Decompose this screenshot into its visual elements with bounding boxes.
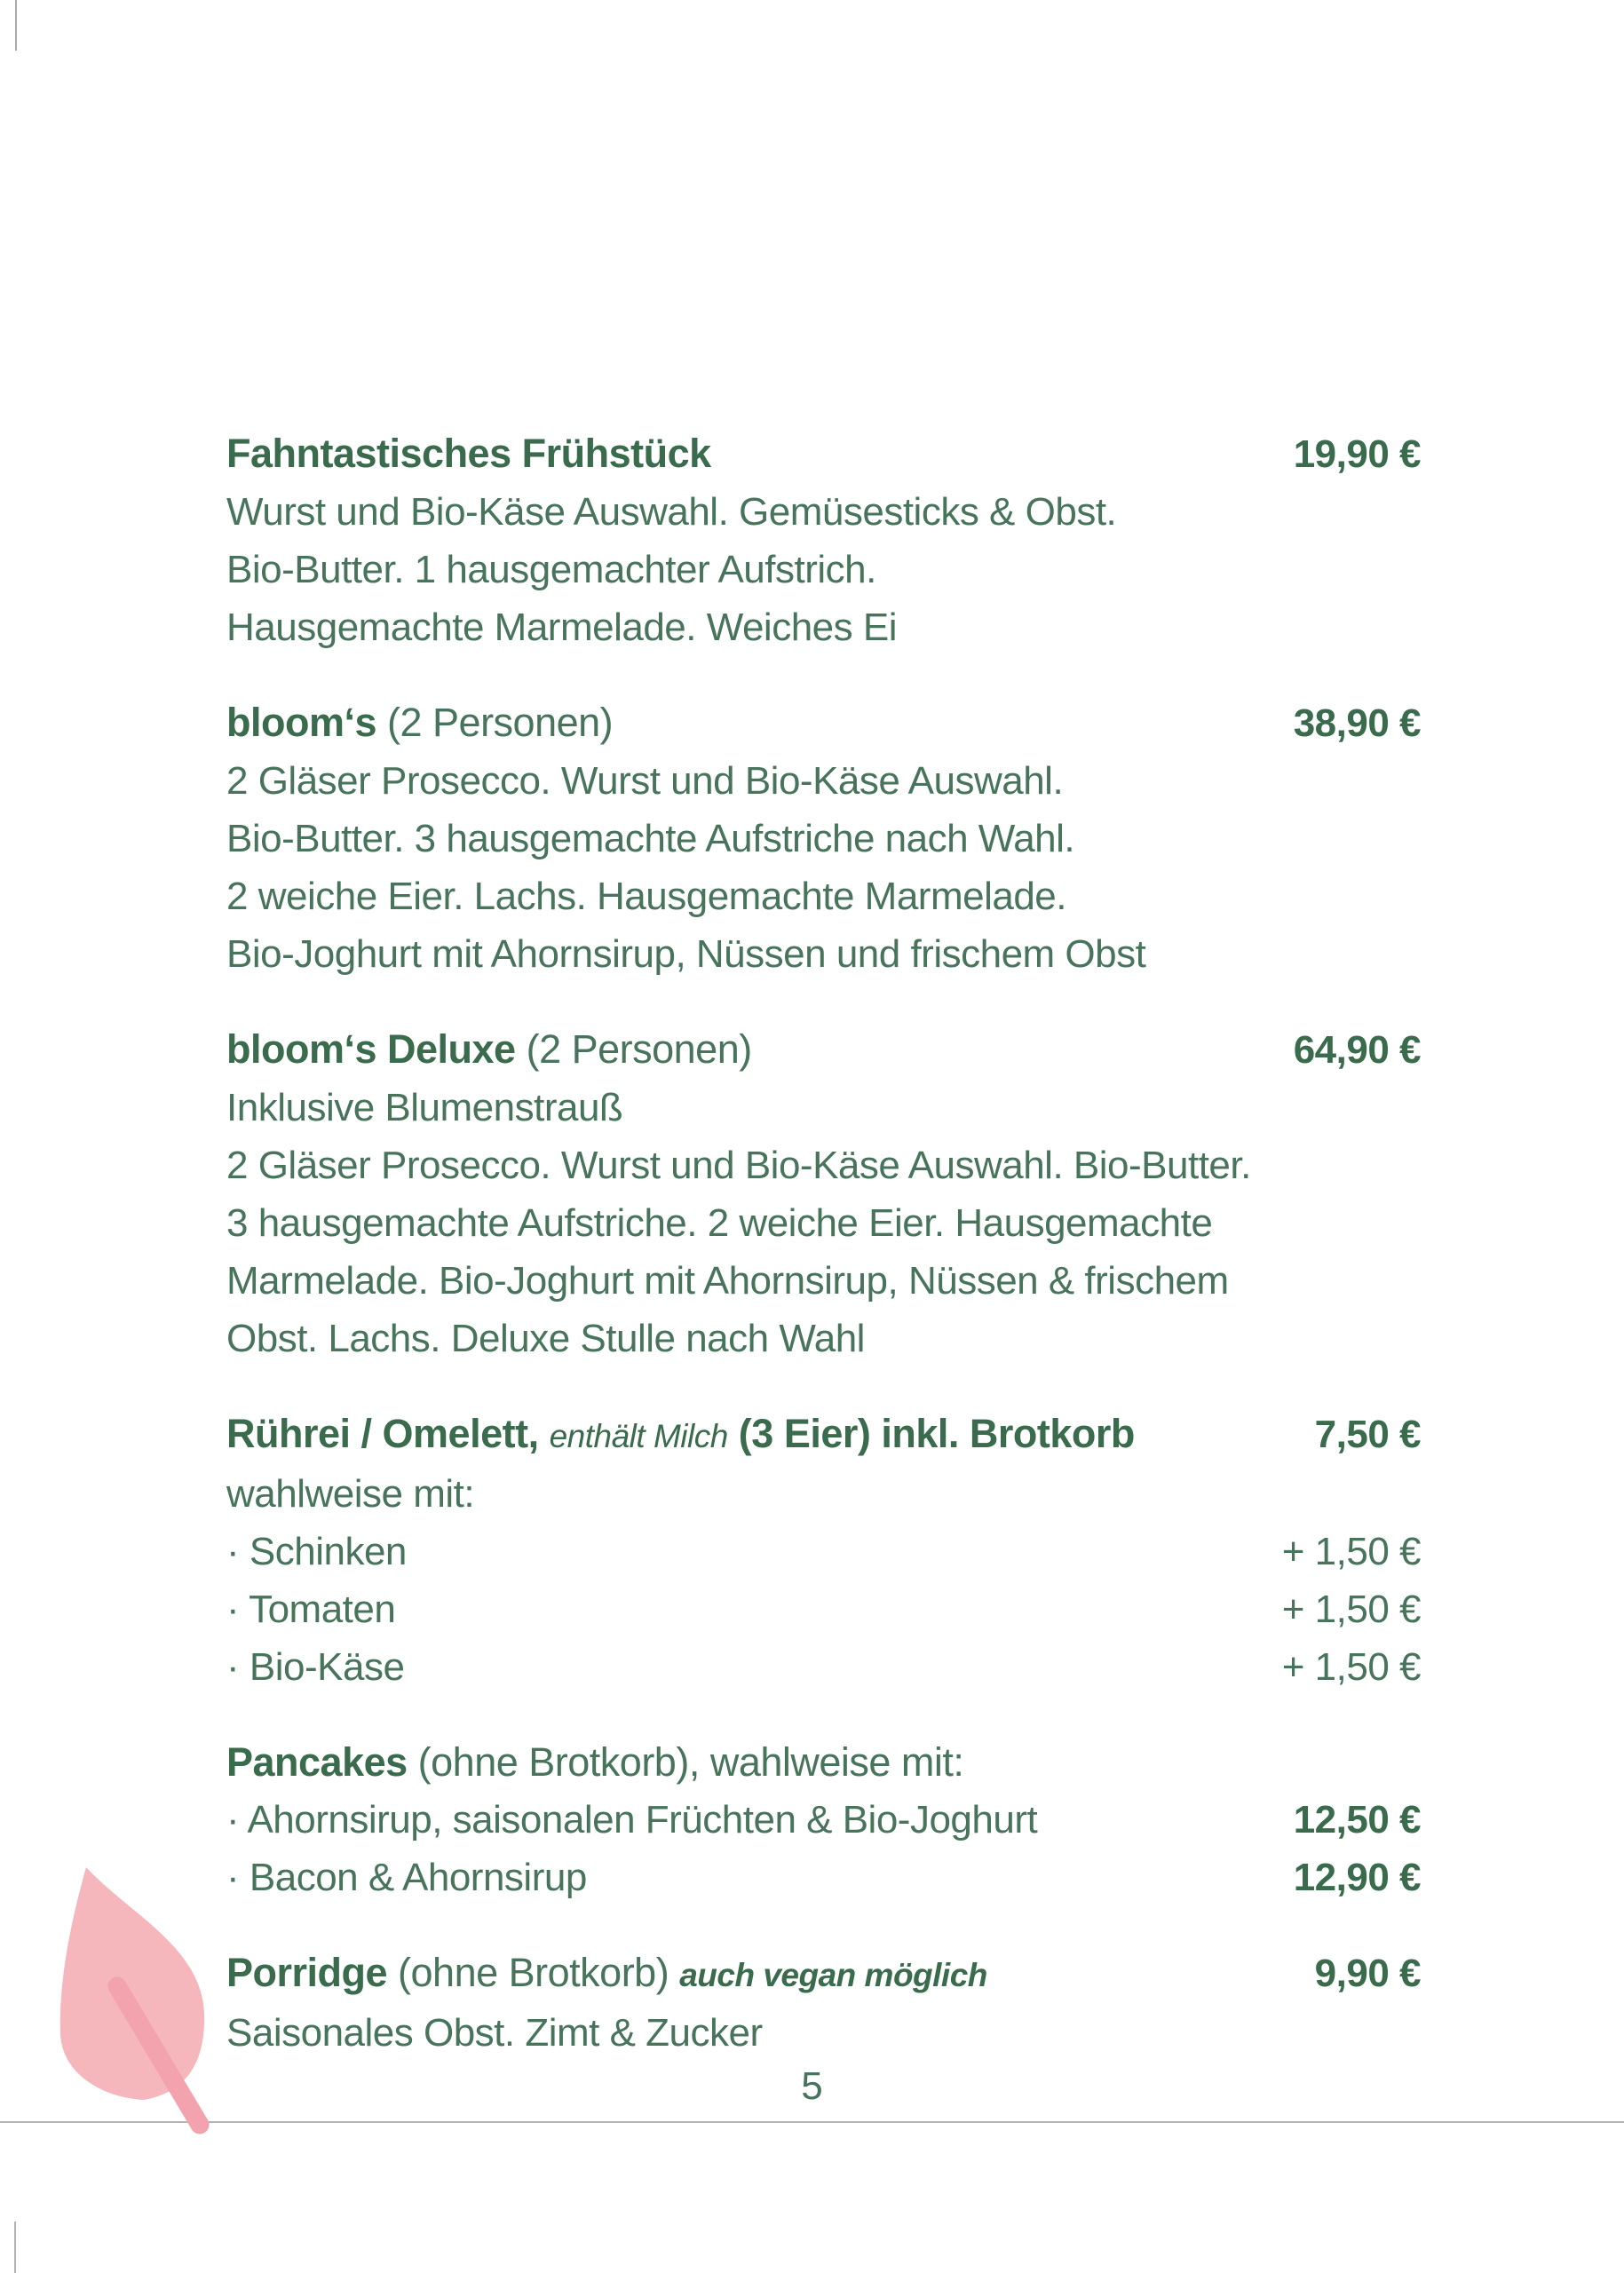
option-price: 12,90 € [1293, 1856, 1421, 1899]
item-description-line: Wurst und Bio-Käse Auswahl. Gemüsesticks & Obst. [226, 490, 1117, 534]
item-header-row [226, 1020, 1421, 1079]
item-title-segment: Rührei / Omelett, [226, 1411, 550, 1456]
menu-item [226, 1405, 1421, 1696]
item-title [226, 693, 613, 751]
crop-mark-top-left [15, 0, 17, 51]
leaf-body-shape [60, 1867, 204, 2100]
leaf-icon [36, 1851, 231, 2144]
item-header-row [226, 1405, 1421, 1465]
item-title-segment: (ohne Brotkorb) [387, 1950, 680, 1995]
item-header-row [226, 424, 1421, 483]
item-description-line: Bio-Butter. 3 hausgemachte Aufstriche nach Wahl. [226, 817, 1075, 860]
item-option [226, 1638, 1421, 1696]
footer-divider-line [0, 2121, 1624, 2123]
item-title-segment: (2 Personen) [515, 1026, 752, 1072]
item-description-line: Obst. Lachs. Deluxe Stulle nach Wahl [226, 1317, 865, 1360]
item-title [226, 1944, 987, 2004]
item-price: 19,90 € [1293, 432, 1421, 476]
crop-mark-bottom-left [14, 2222, 16, 2273]
item-description-line: 3 hausgemachte Aufstriche. 2 weiche Eier. Hausgemachte [226, 1201, 1213, 1245]
item-description-line: 2 Gläser Prosecco. Wurst und Bio-Käse Auswahl. Bio-Butter. [226, 1144, 1251, 1187]
item-option [226, 1791, 1421, 1849]
item-header-row [226, 1944, 1421, 2004]
option-label: · Bacon & Ahornsirup [226, 1856, 587, 1899]
item-option [226, 1523, 1421, 1580]
item-description-line: Hausgemachte Marmelade. Weiches Ei [226, 606, 897, 649]
option-price: 12,50 € [1293, 1798, 1421, 1841]
item-description-line: 2 Gläser Prosecco. Wurst und Bio-Käse Auswahl. [226, 759, 1064, 803]
menu-item [226, 1733, 1421, 1906]
option-label: · Ahornsirup, saisonalen Früchten & Bio-Joghurt [226, 1798, 1038, 1841]
item-title-segment: enthält Milch [549, 1418, 728, 1454]
item-title [226, 424, 711, 482]
item-header-row [226, 1733, 1421, 1791]
option-price: + 1,50 € [1281, 1588, 1421, 1631]
menu-item [226, 1944, 1421, 2062]
item-title-segment: Pancakes [226, 1739, 408, 1785]
menu-item [226, 1020, 1421, 1367]
menu-item [226, 424, 1421, 656]
item-title [226, 1405, 1135, 1465]
item-price: 64,90 € [1293, 1028, 1421, 1072]
item-title [226, 1020, 752, 1078]
item-option [226, 1580, 1421, 1638]
menu-list [226, 424, 1421, 2099]
item-title-segment: (3 Eier) inkl. Brotkorb [727, 1411, 1135, 1456]
menu-item [226, 693, 1421, 983]
item-title-segment: (2 Personen) [376, 700, 614, 745]
page-number: 5 [801, 2064, 823, 2108]
item-price: 9,90 € [1314, 1952, 1421, 1995]
item-description-line: wahlweise mit: [226, 1472, 475, 1516]
item-description-line: Inklusive Blumenstrauß [226, 1086, 623, 1129]
option-price: + 1,50 € [1281, 1530, 1421, 1573]
item-description-line: 2 weiche Eier. Lachs. Hausgemachte Marmelade. [226, 875, 1066, 918]
item-title-segment: (ohne Brotkorb), wahlweise mit: [407, 1739, 964, 1785]
item-title-segment: bloom‘s Deluxe [226, 1026, 516, 1072]
item-header-row [226, 693, 1421, 752]
item-price: 7,50 € [1314, 1413, 1421, 1456]
item-title-segment: Fahntastisches Frühstück [226, 431, 711, 476]
option-label: · Bio-Käse [226, 1645, 405, 1689]
item-price: 38,90 € [1293, 701, 1421, 745]
item-description-line: Bio-Joghurt mit Ahornsirup, Nüssen und frischem Obst [226, 932, 1146, 976]
option-label: · Schinken [226, 1530, 407, 1573]
option-price: + 1,50 € [1281, 1645, 1421, 1689]
item-description-line: Bio-Butter. 1 hausgemachter Aufstrich. [226, 548, 876, 591]
option-label: · Tomaten [226, 1588, 396, 1631]
item-title-segment: auch vegan möglich [679, 1957, 987, 1993]
item-title-segment: bloom‘s [226, 700, 377, 745]
item-description-line: Saisonales Obst. Zimt & Zucker [226, 2011, 763, 2055]
item-title [226, 1733, 963, 1791]
item-title-segment: Porridge [226, 1950, 388, 1995]
item-description-line: Marmelade. Bio-Joghurt mit Ahornsirup, Nüssen & frischem [226, 1259, 1229, 1303]
item-option [226, 1849, 1421, 1906]
